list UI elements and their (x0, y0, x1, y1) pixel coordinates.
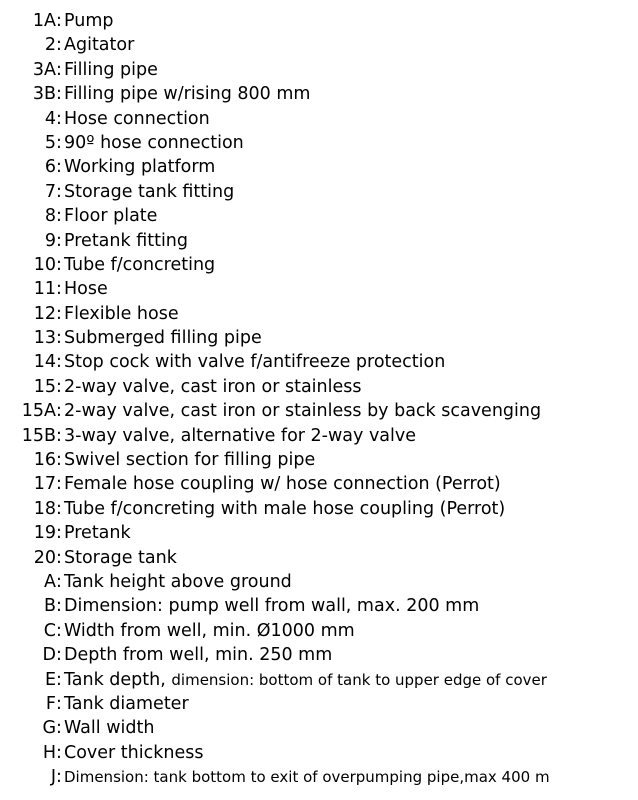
legend-text: Storage tank fitting (64, 181, 235, 202)
legend-text-small: dimension: bottom of tank to upper edge of cover (171, 670, 547, 689)
legend-row (0, 497, 638, 521)
legend-text: Wall width (64, 718, 155, 739)
legend-key: 19 (33, 523, 56, 544)
legend-separator: : (56, 181, 62, 202)
legend-key: 18 (33, 498, 56, 519)
legend-row (0, 375, 638, 399)
legend-separator: : (56, 84, 62, 105)
legend-key: 13 (33, 328, 56, 349)
legend-separator: : (56, 279, 62, 300)
legend-text: Agitator (64, 35, 135, 56)
legend-key: 17 (33, 474, 56, 495)
legend-row (0, 229, 638, 253)
legend-text: Female hose coupling w/ hose connection (Perrot) (64, 474, 501, 495)
legend-row (0, 716, 638, 740)
legend-text: Storage tank (64, 547, 177, 568)
legend-key: 10 (33, 254, 56, 275)
legend-separator: : (56, 206, 62, 227)
legend-key: 11 (33, 279, 56, 300)
legend-key: 15 (33, 376, 56, 397)
legend-key: 3A (32, 59, 56, 80)
legend-row (0, 643, 638, 667)
legend-separator: : (56, 693, 62, 714)
legend-separator: : (56, 596, 62, 617)
legend-separator: : (56, 303, 62, 324)
legend-separator: : (56, 401, 62, 422)
legend-row (0, 33, 638, 57)
legend-text (60, 668, 547, 692)
legend-row (0, 472, 638, 496)
legend-row (0, 58, 638, 82)
legend-separator: : (56, 571, 62, 592)
legend-row (0, 692, 638, 716)
legend-separator: : (56, 108, 62, 129)
legend-text: Flexible hose (64, 303, 179, 324)
legend-text: 3-way valve, alternative for 2-way valve (64, 425, 417, 446)
legend-key: 8 (44, 206, 56, 227)
legend-separator: : (56, 352, 62, 373)
legend-row (0, 253, 638, 277)
legend-row (0, 277, 638, 301)
legend-row (0, 424, 638, 448)
legend-row (0, 9, 638, 33)
legend-row (0, 399, 638, 423)
legend-text: Dimension: pump well from wall, max. 200 mm (64, 596, 480, 617)
legend-key: B (43, 596, 56, 617)
legend-key: 12 (33, 303, 56, 324)
legend-separator: : (56, 645, 62, 666)
legend-row (0, 326, 638, 350)
legend-text: Filling pipe w/rising 800 mm (64, 84, 311, 105)
legend-separator: : (56, 620, 62, 641)
legend-text: Submerged filling pipe (64, 328, 262, 349)
legend-separator: : (56, 718, 62, 739)
legend-separator: : (56, 254, 62, 275)
legend-text: Swivel section for filling pipe (64, 450, 316, 471)
legend-row (0, 180, 638, 204)
legend-text: Stop cock with valve f/antifreeze protection (64, 352, 446, 373)
legend-row (0, 570, 638, 594)
legend-key: 5 (44, 132, 56, 153)
legend-key: G (42, 718, 56, 739)
legend-separator: : (56, 547, 62, 568)
legend-text: Pretank (64, 523, 131, 544)
legend-key: 6 (44, 157, 56, 178)
legend-row (0, 619, 638, 643)
legend-separator: : (56, 767, 62, 788)
legend-text: Width from well, min. Ø1000 mm (64, 620, 355, 641)
legend-separator: : (56, 328, 62, 349)
legend-row (0, 82, 638, 106)
legend-separator: : (56, 669, 62, 690)
legend-key: 4 (44, 108, 56, 129)
legend-key: 3B (32, 84, 56, 105)
legend-row (0, 765, 638, 789)
legend-row (0, 448, 638, 472)
legend-key: 2 (44, 35, 56, 56)
legend-key: 15A (21, 401, 56, 422)
legend-separator: : (56, 523, 62, 544)
legend-row (0, 302, 638, 326)
legend-text: Dimension: tank bottom to exit of overpumping pipe,max 400 m (64, 768, 550, 787)
legend-separator: : (56, 376, 62, 397)
legend-text: 90º hose connection (64, 132, 244, 153)
legend-text: Depth from well, min. 250 mm (64, 645, 333, 666)
legend-row (0, 741, 638, 765)
legend-row (0, 668, 638, 692)
legend-text-main: Tank depth, (64, 669, 166, 690)
legend-key: 7 (44, 181, 56, 202)
legend-key: A (44, 571, 56, 592)
legend-separator: : (56, 35, 62, 56)
legend-key: D (42, 645, 56, 666)
legend-row (0, 204, 638, 228)
legend-text: 2-way valve, cast iron or stainless (64, 376, 362, 397)
legend-key: 20 (33, 547, 56, 568)
legend-key: 1A (32, 11, 56, 31)
legend-key: 16 (33, 450, 56, 471)
legend-row (0, 521, 638, 545)
legend-text: 2-way valve, cast iron or stainless by back scavenging (64, 401, 542, 422)
legend-separator: : (56, 425, 62, 446)
legend-text: Hose connection (64, 108, 210, 129)
legend-separator: : (56, 230, 62, 251)
legend-key: H (42, 742, 56, 763)
legend-key: J (50, 767, 56, 788)
legend-row (0, 155, 638, 179)
legend-separator: : (56, 11, 62, 31)
legend-key: 15B (21, 425, 56, 446)
legend-key: 14 (33, 352, 56, 373)
legend-text: Cover thickness (64, 742, 204, 763)
legend-text: Pump (64, 11, 114, 31)
legend-separator: : (56, 157, 62, 178)
legend-separator: : (56, 742, 62, 763)
legend-key: E (44, 669, 56, 690)
legend-key: C (43, 620, 56, 641)
legend-text: Tank height above ground (64, 571, 292, 592)
legend-row (0, 594, 638, 618)
legend-text: Floor plate (64, 206, 158, 227)
legend-separator: : (56, 474, 62, 495)
legend-key: F (45, 693, 56, 714)
legend-text: Tube f/concreting (64, 254, 216, 275)
legend-text: Hose (64, 279, 108, 300)
legend-row (0, 546, 638, 570)
legend-text: Tube f/concreting with male hose coupling (Perrot) (64, 498, 506, 519)
legend-text: Pretank fitting (64, 230, 189, 251)
legend-text: Tank diameter (64, 693, 189, 714)
legend-separator: : (56, 498, 62, 519)
legend-separator: : (56, 59, 62, 80)
legend-separator: : (56, 132, 62, 153)
legend-row (0, 107, 638, 131)
legend-row (0, 350, 638, 374)
legend-separator: : (56, 450, 62, 471)
legend-text: Working platform (64, 157, 216, 178)
legend-text: Filling pipe (64, 59, 158, 80)
legend-row (0, 131, 638, 155)
legend-key: 9 (44, 230, 56, 251)
